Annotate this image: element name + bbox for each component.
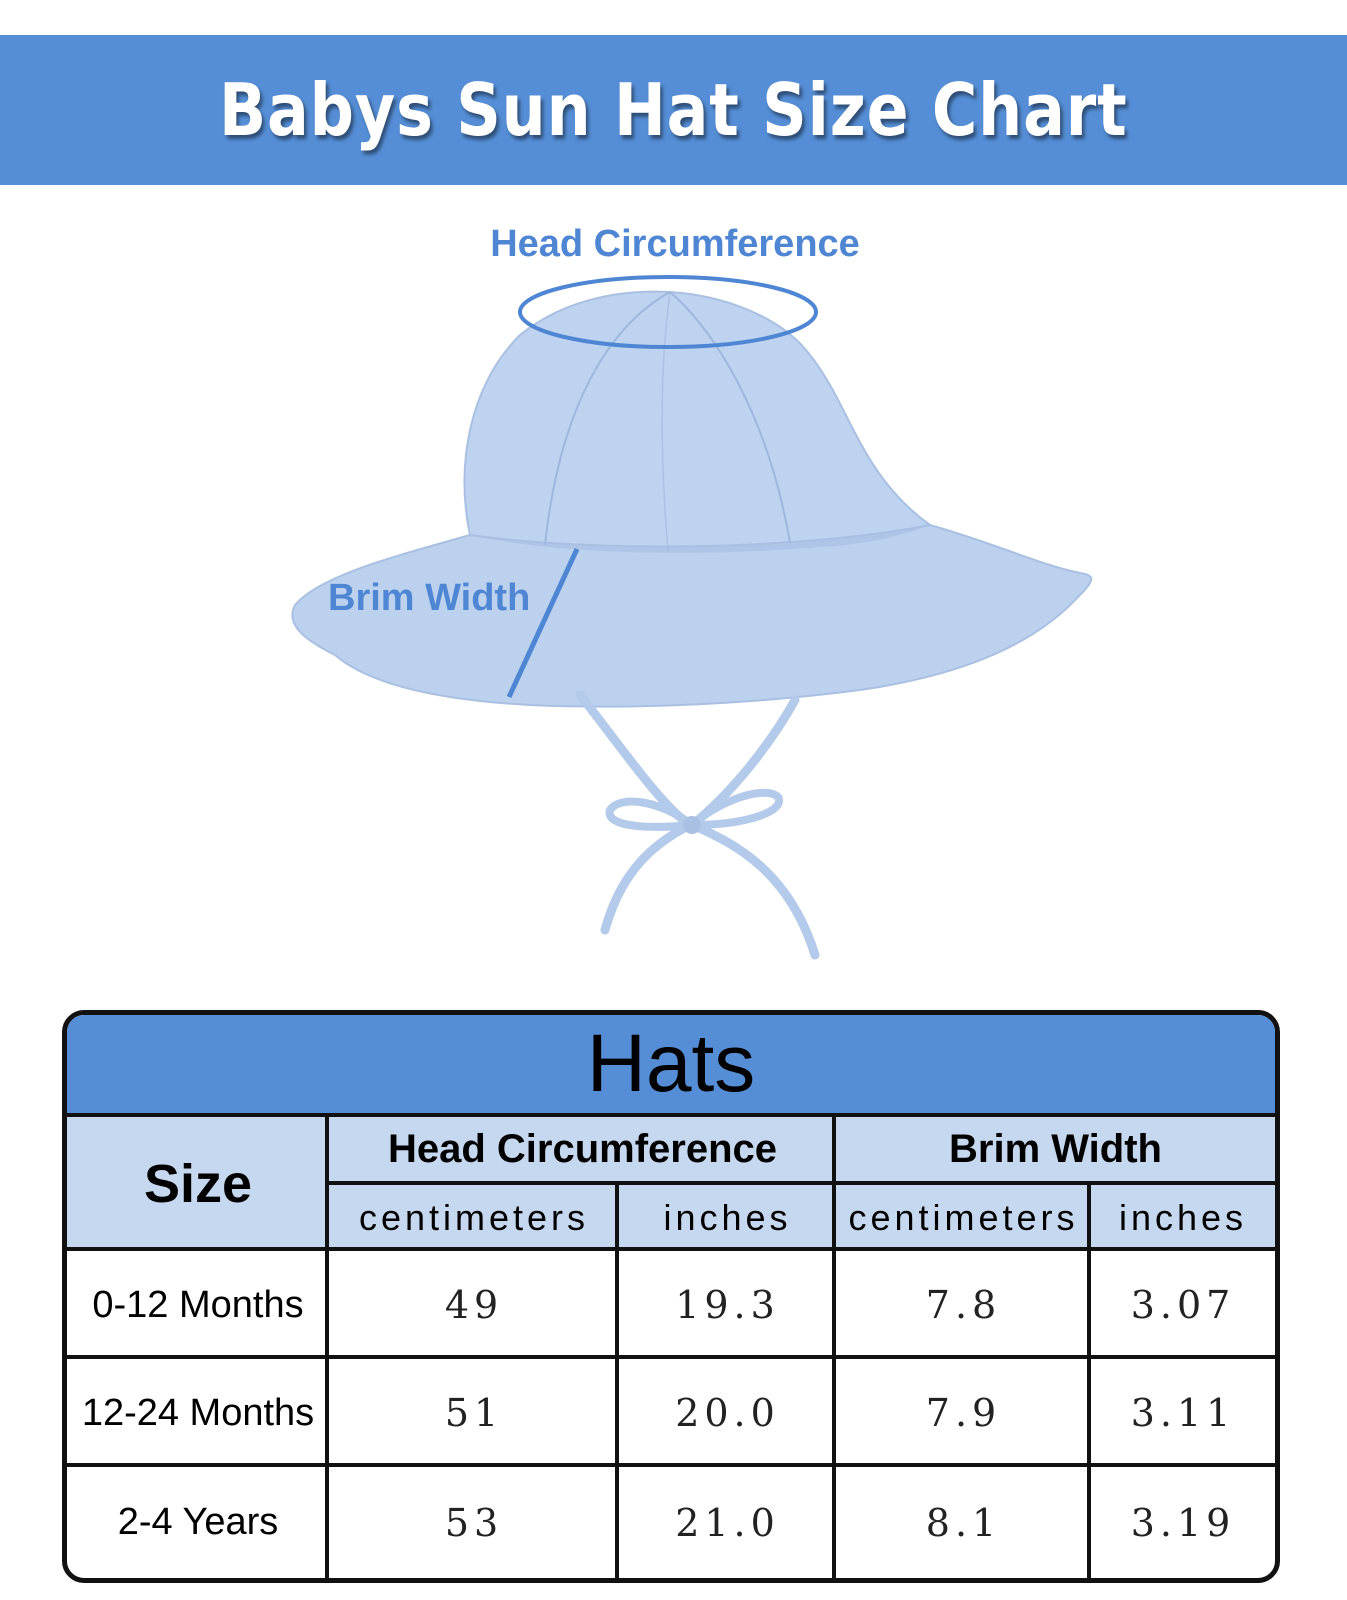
head-cm-value: 53 bbox=[444, 1500, 504, 1545]
size-label: 0-12 Months bbox=[92, 1283, 304, 1326]
hat-bow-knot bbox=[683, 816, 701, 834]
hat-diagram bbox=[0, 185, 1347, 1005]
size-label: 2-4 Years bbox=[117, 1501, 279, 1543]
table-cell bbox=[325, 1247, 619, 1359]
head-circumference-label: Head Circumference bbox=[490, 223, 860, 265]
table-cell bbox=[325, 1355, 619, 1467]
table-row-size bbox=[67, 1463, 329, 1578]
size-label: 12-24 Months bbox=[81, 1391, 315, 1434]
brim-cm-value: 7.8 bbox=[925, 1283, 1002, 1327]
table-row-size bbox=[67, 1355, 329, 1467]
sun-hat-illustration bbox=[0, 185, 1347, 1005]
table-cell bbox=[832, 1355, 1091, 1467]
unit-header bbox=[832, 1181, 1091, 1251]
table-cell bbox=[1087, 1355, 1275, 1467]
head-in-value: 21.0 bbox=[675, 1500, 780, 1545]
head-in-value: 19.3 bbox=[675, 1283, 780, 1327]
table-cell bbox=[832, 1463, 1091, 1578]
table-row-size bbox=[67, 1247, 329, 1359]
unit-label: centimeters bbox=[358, 1197, 590, 1238]
page-title: Babys Sun Hat Size Chart bbox=[219, 68, 1128, 152]
size-column-header bbox=[67, 1117, 329, 1251]
hat-crown bbox=[464, 292, 930, 547]
table-title: Hats bbox=[586, 1018, 756, 1109]
brim-in-value: 3.11 bbox=[1130, 1391, 1236, 1435]
size-table bbox=[62, 1010, 1280, 1583]
table-header bbox=[67, 1015, 1275, 1117]
brim-width-group-header bbox=[832, 1117, 1275, 1181]
brim-width-label: Brim Width bbox=[328, 577, 531, 619]
table-cell bbox=[832, 1247, 1091, 1359]
table-cell bbox=[615, 1247, 836, 1359]
hat-bow bbox=[610, 802, 692, 827]
unit-label: centimeters bbox=[848, 1197, 1079, 1238]
title-banner bbox=[0, 35, 1347, 185]
unit-header bbox=[615, 1181, 836, 1251]
head-circumference-group-header bbox=[325, 1117, 836, 1181]
head-in-value: 20.0 bbox=[675, 1391, 780, 1435]
table-cell bbox=[325, 1463, 619, 1578]
brim-cm-value: 7.9 bbox=[925, 1391, 1002, 1435]
brim-cm-value: 8.1 bbox=[925, 1500, 1002, 1545]
unit-label: inches bbox=[1118, 1197, 1248, 1238]
unit-header bbox=[325, 1181, 619, 1251]
table-cell bbox=[615, 1355, 836, 1467]
unit-header bbox=[1087, 1181, 1275, 1251]
head-cm-value: 51 bbox=[444, 1391, 504, 1435]
size-header-label: Size bbox=[143, 1154, 253, 1214]
head-cm-value: 49 bbox=[444, 1283, 504, 1327]
table-cell bbox=[1087, 1247, 1275, 1359]
unit-label: inches bbox=[663, 1197, 792, 1238]
group-label: Head Circumference bbox=[387, 1126, 778, 1171]
table-cell bbox=[615, 1463, 836, 1578]
brim-in-value: 3.07 bbox=[1130, 1283, 1236, 1327]
brim-in-value: 3.19 bbox=[1130, 1500, 1236, 1545]
group-label: Brim Width bbox=[949, 1126, 1162, 1171]
table-cell bbox=[1087, 1463, 1275, 1578]
